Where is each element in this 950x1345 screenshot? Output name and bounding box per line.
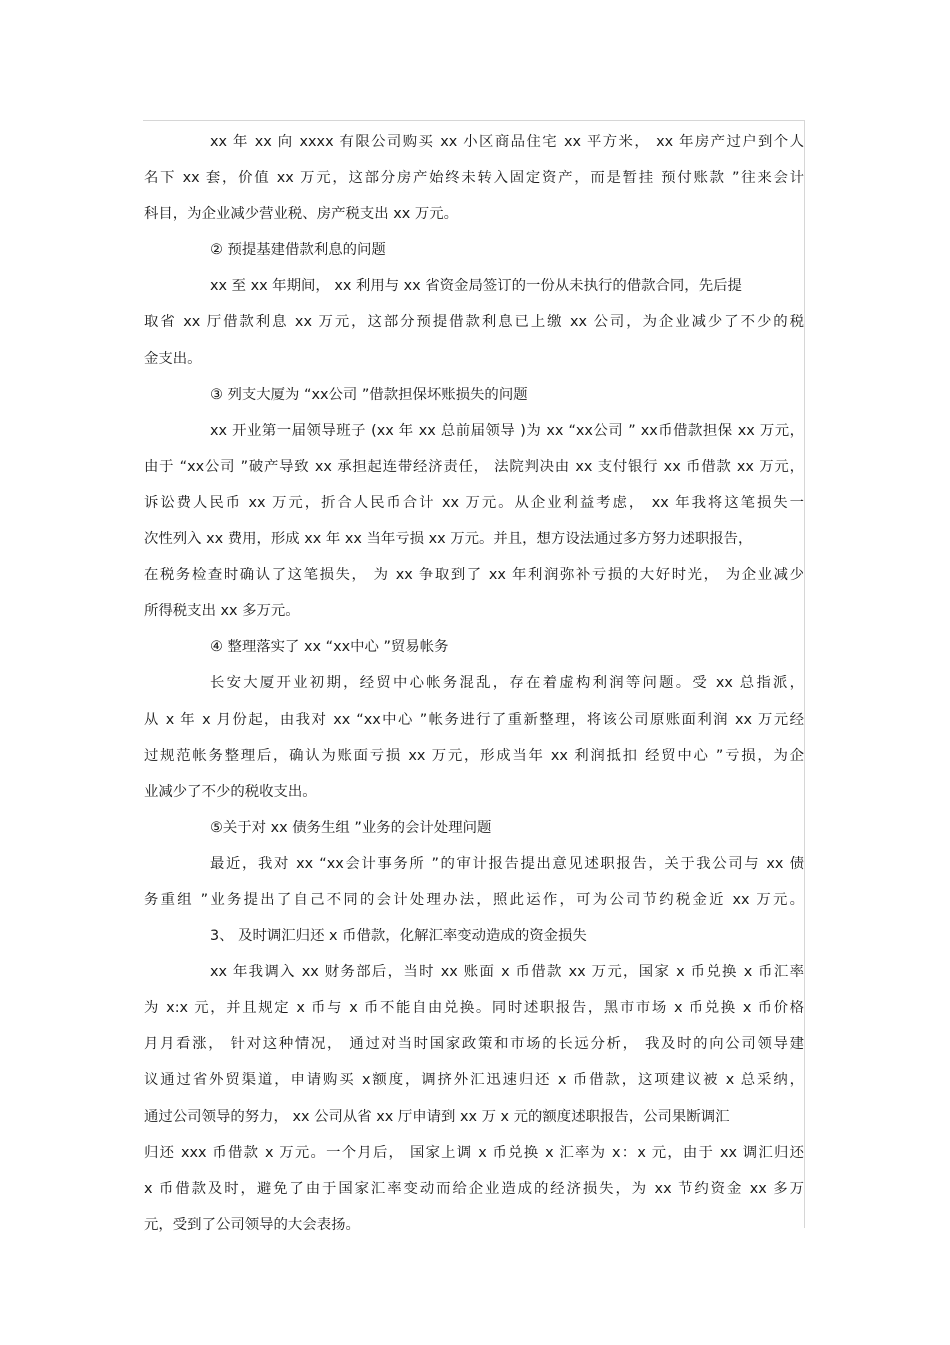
- text-line: 月月看涨， 针对这种情况， 通过对当时国家政策和市场的长远分析， 我及时的向公司领导建: [144, 1036, 804, 1053]
- text-line: 务重组 ”业务提出了自己不同的会计处理办法，照此运作，可为公司节约税金近 xx 万元。: [144, 891, 804, 908]
- text-line: ⑤关于对 xx 债务生组 ”业务的会计处理问题: [210, 819, 492, 836]
- text-line: 名下 xx 套，价值 xx 万元，这部分房产始终未转入固定资产，而是暂挂 预付账款 ”往来会计: [144, 170, 804, 187]
- text-line: 所得税支出 xx 多万元。: [144, 603, 300, 620]
- text-line: 由于 “xx公司 ”破产导致 xx 承担起连带经济责任， 法院判决由 xx 支付银行 xx 币借款 xx 万元，: [144, 458, 804, 475]
- text-line: 科目，为企业减少营业税、房产税支出 xx 万元。: [144, 206, 458, 223]
- text-line: 最近，我对 xx “xx会计事务所 ”的审计报告提出意见述职报告，关于我公司与 xx 债: [210, 855, 804, 872]
- text-line: 从 x 年 x 月份起，由我对 xx “xx中心 ”帐务进行了重新整理，将该公司原账面利润 xx 万元经: [144, 711, 804, 728]
- text-line: 在税务检查时确认了这笔损失， 为 xx 争取到了 xx 年利润弥补亏损的大好时光， 为企业减少: [144, 567, 804, 584]
- text-line: xx 年我调入 xx 财务部后，当时 xx 账面 x 币借款 xx 万元，国家 x 币兑换 x 币汇率: [210, 964, 804, 981]
- text-line: 金支出。: [144, 350, 202, 367]
- text-line: xx 至 xx 年期间， xx 利用与 xx 省资金局签订的一份从未执行的借款合同，先后提: [210, 278, 742, 295]
- text-line: 议通过省外贸渠道，申请购买 x额度，调挤外汇迅速归还 x 币借款，这项建议被 x 总采纳，: [144, 1072, 804, 1089]
- text-line: ② 预提基建借款利息的问题: [210, 242, 386, 259]
- text-line: 次性列入 xx 费用，形成 xx 年 xx 当年亏损 xx 万元。并且，想方设法通过多方努力述职报告，: [144, 531, 753, 548]
- text-line: x 币借款及时，避免了由于国家汇率变动而给企业造成的经济损失，为 xx 节约资金 xx 多万: [144, 1180, 804, 1197]
- text-line: 业减少了不少的税收支出。: [144, 783, 317, 800]
- text-line: 3、 及时调汇归还 x 币借款，化解汇率变动造成的资金损失: [210, 928, 587, 945]
- text-line: 元，受到了公司领导的大会表扬。: [144, 1216, 360, 1233]
- text-line: xx 开业第一届领导班子 (xx 年 xx 总前届领导 )为 xx “xx公司 ” xx币借款担保 xx 万元，: [210, 422, 804, 439]
- text-line: 通过公司领导的努力， xx 公司从省 xx 厅申请到 xx 万 x 元的额度述职报告，公司果断调汇: [144, 1108, 730, 1125]
- text-line: 取省 xx 厅借款利息 xx 万元，这部分预提借款利息已上缴 xx 公司，为企业减少了不少的税: [144, 314, 804, 331]
- text-line: 过规范帐务整理后，确认为账面亏损 xx 万元，形成当年 xx 利润抵扣 经贸中心 ”亏损，为企: [144, 747, 804, 764]
- text-line: ④ 整理落实了 xx “xx中心 ”贸易帐务: [210, 639, 449, 656]
- text-line: ③ 列支大厦为 “xx公司 ”借款担保坏账损失的问题: [210, 386, 528, 403]
- text-line: 归还 xxx 币借款 x 万元。一个月后， 国家上调 x 币兑换 x 汇率为 x：x 元，由于 xx 调汇归还: [144, 1144, 804, 1161]
- document-body: [144, 124, 804, 1243]
- text-line: 为 x:x 元，并且规定 x 币与 x 币不能自由兑换。同时述职报告，黑市市场 x 币兑换 x 币价格: [144, 1000, 804, 1017]
- text-line: 诉讼费人民币 xx 万元，折合人民币合计 xx 万元。从企业利益考虑， xx 年我将这笔损失一: [144, 494, 804, 511]
- text-line: 长安大厦开业初期，经贸中心帐务混乱，存在着虚构利润等问题。受 xx 总指派，: [210, 675, 804, 692]
- text-line: xx 年 xx 向 xxxx 有限公司购买 xx 小区商品住宅 xx 平方米， xx 年房产过户到个人: [210, 134, 804, 150]
